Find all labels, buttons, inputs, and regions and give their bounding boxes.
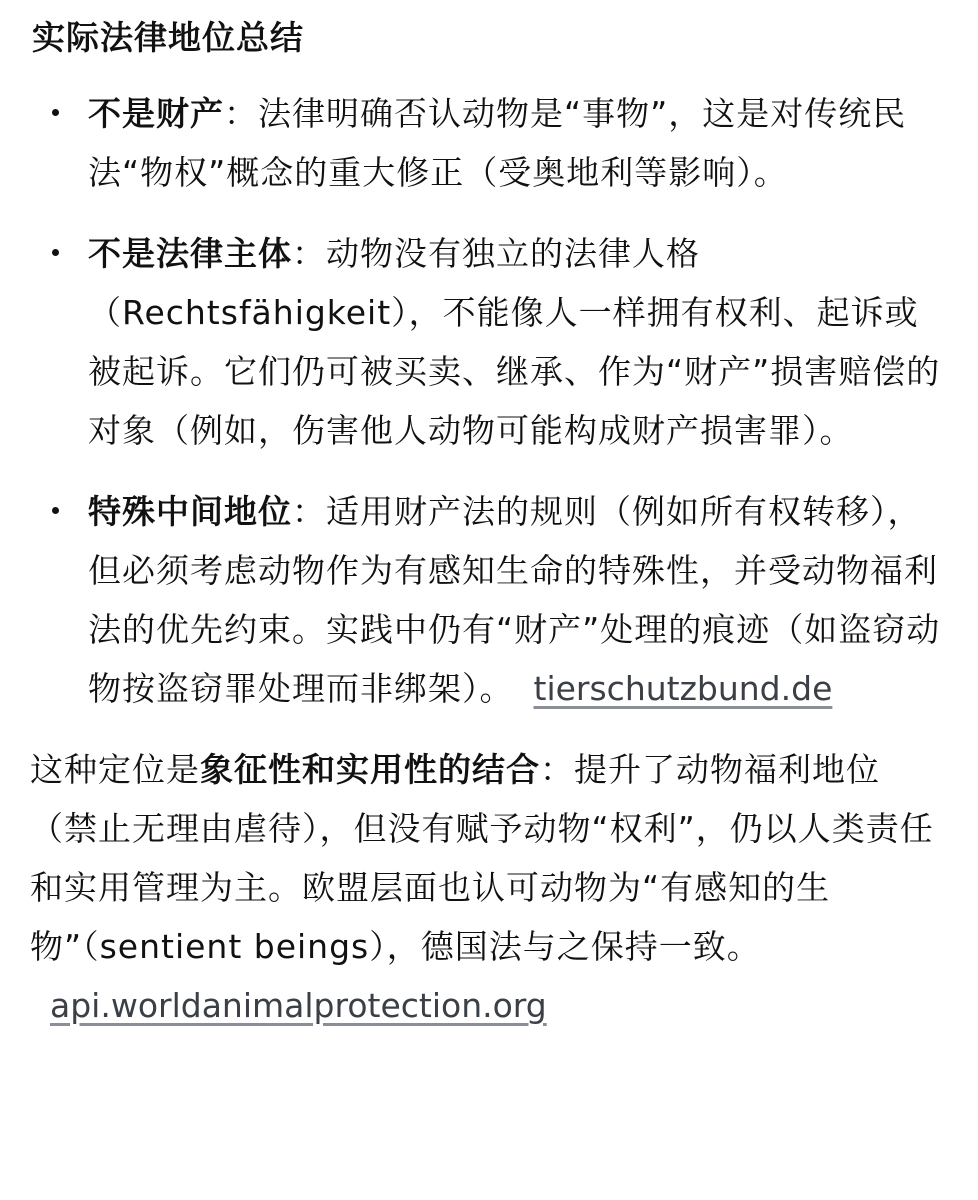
bullet-list — [30, 84, 942, 718]
closing-text: 提升了动物福利地位（禁止无理由虐待），但没有赋予动物“权利”，仍以人类责任和实用管理为主。欧盟层面也认可动物为“有感知的生物”（sentient beings），德国法与之保持一致。 — [30, 750, 934, 966]
list-item — [30, 224, 942, 460]
closing-paragraph — [30, 740, 942, 1035]
bullet-dot-icon — [52, 249, 59, 256]
source-link-worldanimalprotection[interactable]: api.worldanimalprotection.org — [50, 986, 547, 1025]
bullet-separator: ： — [292, 492, 326, 531]
bullet-separator: ： — [292, 234, 326, 273]
source-link-tierschutzbund[interactable]: tierschutzbund.de — [533, 669, 833, 708]
bullet-term: 不是财产 — [88, 94, 224, 133]
bullet-text: 法律明确否认动物是“事物”，这是对传统民法“物权”概念的重大修正（受奥地利等影响）。 — [88, 94, 907, 192]
closing-separator: ： — [540, 750, 574, 789]
bullet-text: 动物没有独立的法律人格（Rechtsfähigkeit），不能像人一样拥有权利、起诉或被起诉。它们仍可被买卖、继承、作为“财产”损害赔偿的对象（例如，伤害他人动物可能构成财产损害罪）。 — [88, 234, 941, 450]
section-heading: 实际法律地位总结 — [32, 18, 304, 57]
bullet-term: 特殊中间地位 — [88, 492, 292, 531]
bullet-dot-icon — [52, 109, 59, 116]
list-item — [30, 482, 942, 718]
bullet-separator: ： — [224, 94, 258, 133]
bullet-text: 适用财产法的规则（例如所有权转移），但必须考虑动物作为有感知生命的特殊性，并受动物福利法的优先约束。实践中仍有“财产”处理的痕迹（如盗窃动物按盗窃罪处理而非绑架）。 — [88, 492, 941, 708]
closing-lead: 这种定位是 — [30, 750, 200, 789]
bullet-dot-icon — [52, 507, 59, 514]
bullet-term: 不是法律主体 — [88, 234, 292, 273]
list-item — [30, 84, 942, 202]
closing-emphasis: 象征性和实用性的结合 — [200, 750, 540, 789]
